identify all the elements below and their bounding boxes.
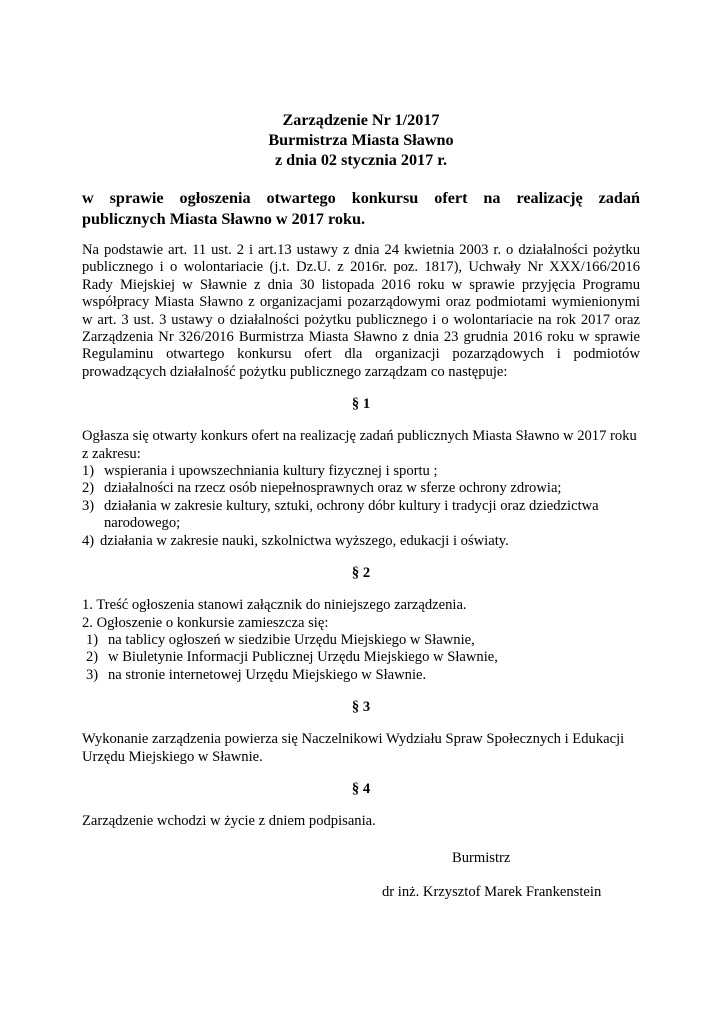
list-item-number: 3): [86, 666, 99, 683]
document-subject: [82, 188, 640, 230]
section-3-sign: § 3: [351, 699, 371, 716]
section-2-point-1: 1. Treść ogłoszenia stanowi załącznik do niniejszego zarządzenia.: [82, 597, 467, 614]
title-line-issuer: Burmistrza Miasta Sławno: [268, 131, 454, 149]
list-item: [86, 632, 640, 649]
document-page: [82, 110, 640, 900]
list-item: [86, 667, 640, 684]
list-item: [82, 533, 640, 550]
list-item-text: na tablicy ogłoszeń w siedzibie Urzędu Miejskiego w Sławnie,: [108, 631, 475, 648]
list-item: [86, 649, 640, 666]
subject-line-1: w sprawie ogłoszenia otwartego konkursu ofert na realizację zadań: [82, 189, 640, 207]
list-item-text: działania w zakresie nauki, szkolnictwa wyższego, edukacji i oświaty.: [100, 532, 509, 549]
list-item-text: działalności na rzecz osób niepełnosprawnych oraz w sferze ochrony zdrowia;: [104, 480, 562, 497]
signature-title: Burmistrz: [452, 850, 511, 866]
list-item-number: 3): [82, 497, 95, 514]
section-4-text: Zarządzenie wchodzi w życie z dniem podpisania.: [82, 812, 376, 829]
list-item-text: wspierania i upowszechniania kultury fizycznej i sportu ;: [104, 463, 438, 480]
title-line-date: z dnia 02 stycznia 2017 r.: [274, 151, 448, 169]
section-2-point-2: 2. Ogłoszenie o konkursie zamieszcza się:: [82, 614, 329, 631]
section-4-sign: § 4: [351, 780, 371, 797]
document-title: [82, 110, 640, 170]
list-item-text: na stronie internetowej Urzędu Miejskiego w Sławnie.: [108, 666, 427, 683]
section-3-text: Wykonanie zarządzenia powierza się Naczelnikowi Wydziału Spraw Społecznych i Edukacji Urzędu Miejskiego w Sławnie.: [82, 731, 625, 765]
list-item-number: 4): [82, 532, 95, 549]
signature-name: dr inż. Krzysztof Marek Frankenstein: [382, 884, 602, 900]
section-1-task-list: [82, 463, 640, 550]
section-2-publication-list: [82, 632, 640, 684]
list-item: [82, 463, 640, 480]
list-item: [82, 480, 640, 497]
section-2-sign: § 2: [351, 565, 371, 582]
list-item: [82, 498, 640, 533]
subject-line-2: publicznych Miasta Sławno w 2017 roku.: [82, 210, 366, 228]
list-item-number: 2): [86, 649, 99, 666]
title-line-ordinance-number: Zarządzenie Nr 1/2017: [282, 111, 440, 129]
list-item-number: 2): [82, 480, 95, 497]
section-1-sign: § 1: [351, 396, 371, 413]
section-1-intro: Ogłasza się otwarty konkurs ofert na realizację zadań publicznych Miasta Sławno w 2017 roku z zakresu:: [82, 428, 637, 462]
list-item-text: w Biuletynie Informacji Publicznej Urzędu Miejskiego w Sławnie,: [108, 649, 498, 666]
legal-basis-preamble: Na podstawie art. 11 ust. 2 i art.13 ustawy z dnia 24 kwietnia 2003 r. o działalności pożytku publicznego i o wolontariacie (j.t. Dz.U. z 2016r. poz. 1817), Uchwały Nr XXX/166/2016 Rady Miejskiej w Sławnie z dnia 30 listopada 2016 roku w sprawie przyjęcia Programu współpracy Miasta Sławno z organizacjami pozarządowymi oraz podmiotami wymienionymi w art. 3 ust. 3 ustawy o działalności pożytku publicznego i o wolontariacie na rok 2017 oraz Zarządzenia Nr 326/2016 Burmistrza Miasta Sławno z dnia 23 grudnia 2016 roku w sprawie Regulaminu otwartego konkursu ofert dla organizacji pozarządowych i podmiotów prowadzących działalność pożytku publicznego zarządzam co następuje:: [82, 242, 640, 380]
list-item-number: 1): [82, 463, 95, 480]
list-item-number: 1): [86, 631, 99, 648]
list-item-text: działania w zakresie kultury, sztuki, ochrony dóbr kultury i tradycji oraz dziedzictwa narodowego;: [104, 497, 599, 532]
